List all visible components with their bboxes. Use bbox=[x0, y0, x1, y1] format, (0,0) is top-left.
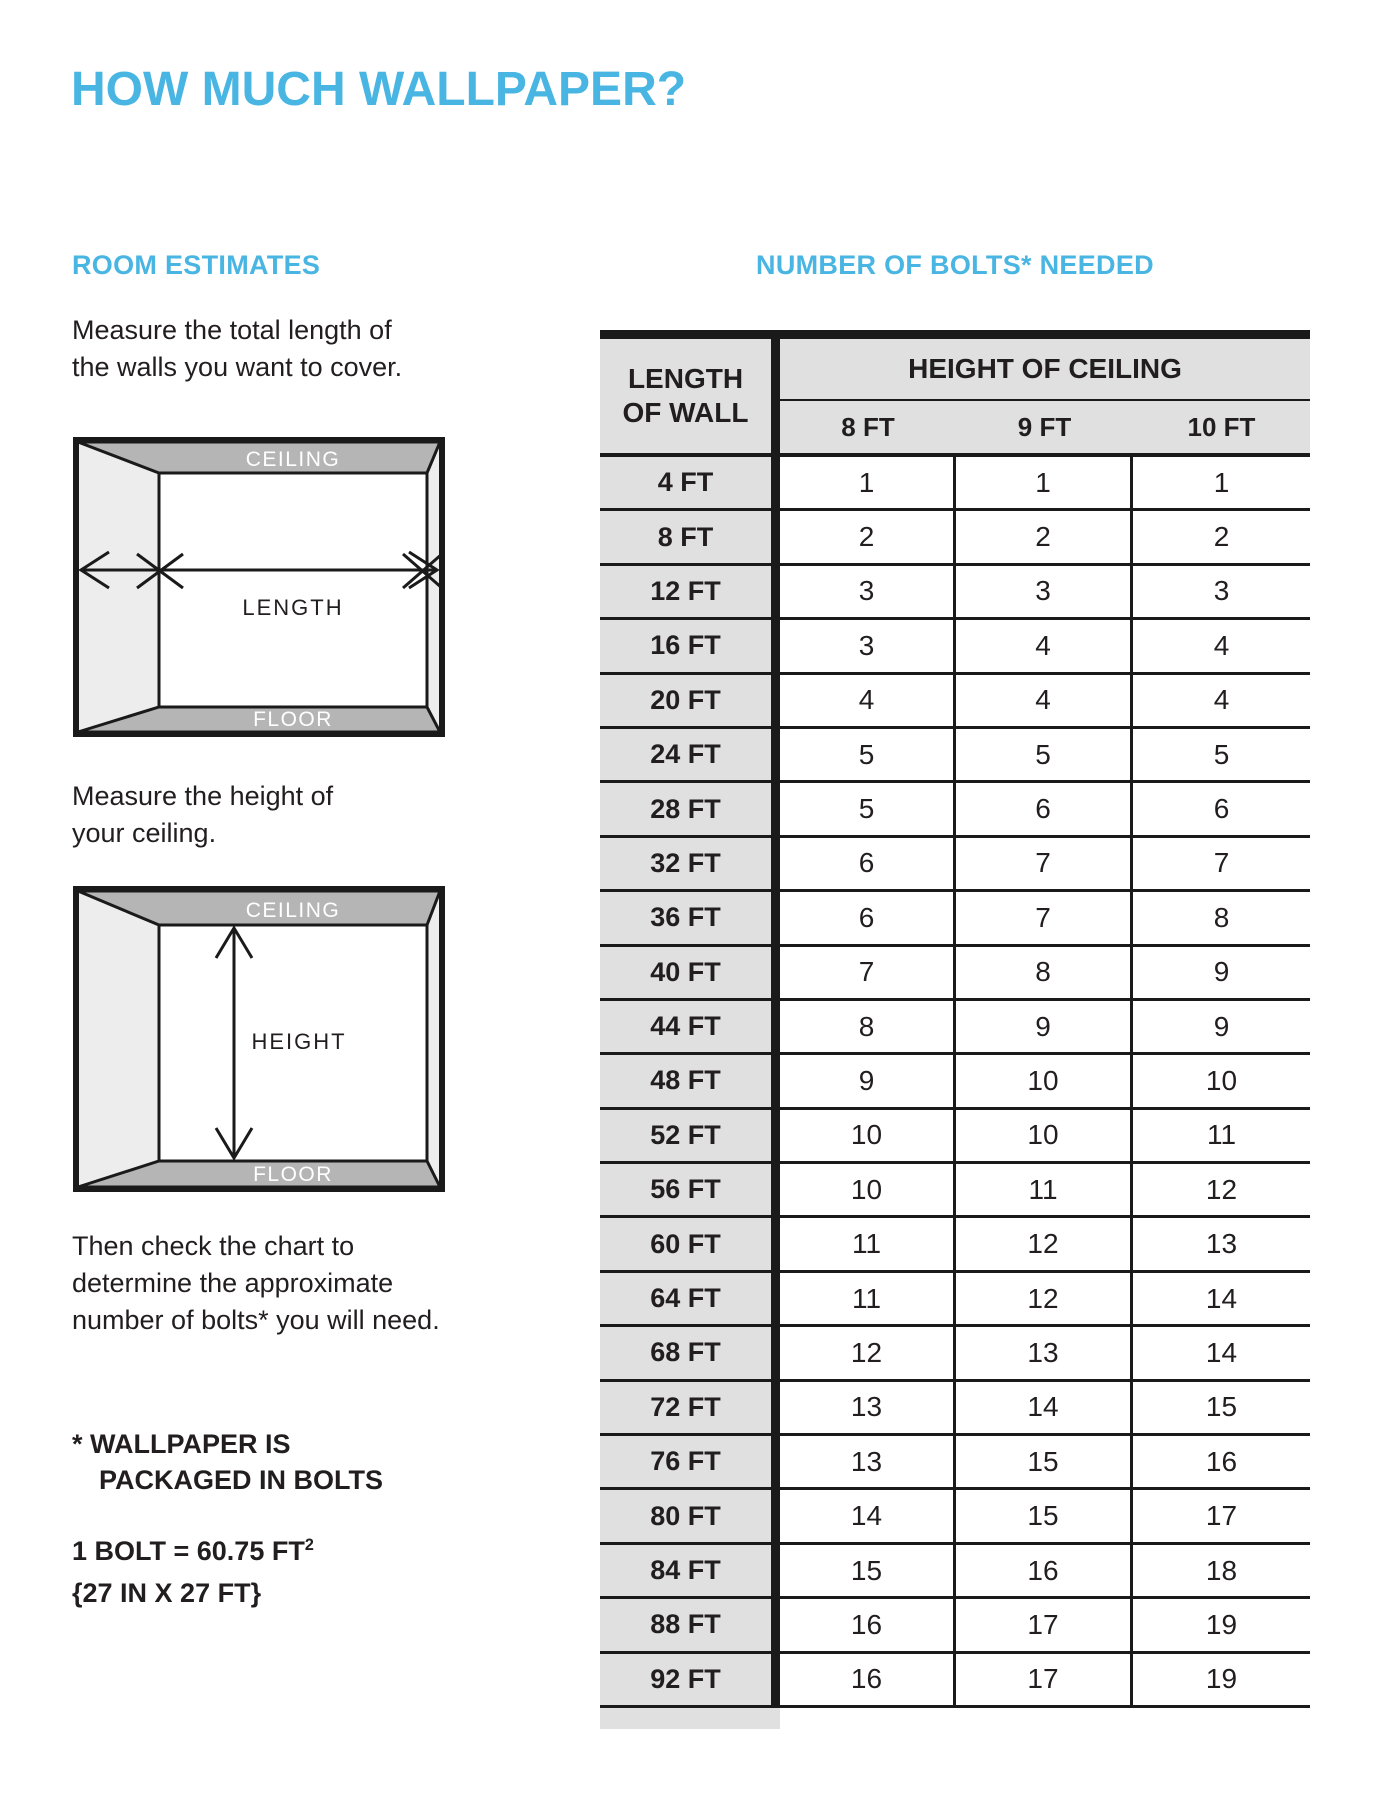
bolt-count-cell: 10 bbox=[780, 1110, 956, 1164]
bolt-count-cell: 4 bbox=[1133, 620, 1310, 674]
bolt-count-cell: 8 bbox=[1133, 892, 1310, 946]
instruction-line: Measure the height of bbox=[72, 781, 334, 811]
bolt-count-cell: 7 bbox=[780, 947, 956, 1001]
instruction-line: Measure the total length of bbox=[72, 315, 392, 345]
bolt-count-cell: 1 bbox=[1133, 457, 1310, 511]
wall-length-row-label: 64 FT bbox=[600, 1273, 780, 1327]
bolt-count-cell: 3 bbox=[780, 620, 956, 674]
bolt-count-cell: 10 bbox=[1133, 1055, 1310, 1109]
wall-length-row-label: 92 FT bbox=[600, 1654, 780, 1708]
bolt-count-cell: 16 bbox=[1133, 1436, 1310, 1490]
column-header-10ft: 10 FT bbox=[1133, 401, 1310, 457]
wall-length-row-label: 80 FT bbox=[600, 1490, 780, 1544]
superscript-2: 2 bbox=[304, 1536, 314, 1554]
bolt-count-cell: 11 bbox=[956, 1164, 1133, 1218]
section-heading-room-estimates: ROOM ESTIMATES bbox=[72, 250, 321, 280]
page-title: HOW MUCH WALLPAPER? bbox=[71, 63, 687, 116]
footnote-line: * WALLPAPER IS bbox=[72, 1429, 291, 1459]
wall-length-row-label: 32 FT bbox=[600, 838, 780, 892]
wallpaper-bolts-footnote bbox=[72, 1426, 383, 1498]
bolt-count-cell: 7 bbox=[956, 838, 1133, 892]
bolt-count-cell: 11 bbox=[1133, 1110, 1310, 1164]
bolt-count-cell: 17 bbox=[956, 1599, 1133, 1653]
wall-length-row-label: 12 FT bbox=[600, 566, 780, 620]
bolt-count-cell: 19 bbox=[1133, 1599, 1310, 1653]
bolt-count-cell: 18 bbox=[1133, 1545, 1310, 1599]
bolt-count-cell: 12 bbox=[956, 1218, 1133, 1272]
bolt-equation: 1 BOLT = 60.75 $FT^2$ bbox=[72, 1536, 314, 1566]
bolt-count-cell: 14 bbox=[780, 1490, 956, 1544]
bolt-size-info bbox=[72, 1524, 314, 1614]
bolt-count-cell: 13 bbox=[1133, 1218, 1310, 1272]
footnote-line: PACKAGED IN BOLTS bbox=[99, 1465, 384, 1495]
wall-length-row-label: 76 FT bbox=[600, 1436, 780, 1490]
bolt-count-cell: 5 bbox=[780, 783, 956, 837]
bolt-count-cell: 13 bbox=[956, 1327, 1133, 1381]
bolt-count-cell: 9 bbox=[956, 1001, 1133, 1055]
floor-label: FLOOR bbox=[253, 708, 333, 731]
bolt-count-cell: 1 bbox=[956, 457, 1133, 511]
row-axis-header bbox=[600, 339, 780, 457]
wall-length-row-label: 48 FT bbox=[600, 1055, 780, 1109]
bolt-count-cell: 2 bbox=[780, 511, 956, 565]
wall-length-row-label: 52 FT bbox=[600, 1110, 780, 1164]
bolt-count-cell: 6 bbox=[780, 892, 956, 946]
wall-length-row-label: 72 FT bbox=[600, 1382, 780, 1436]
wall-length-row-label: 36 FT bbox=[600, 892, 780, 946]
bolt-count-cell: 12 bbox=[780, 1327, 956, 1381]
wall-length-row-label: 28 FT bbox=[600, 783, 780, 837]
bolt-count-cell: 10 bbox=[780, 1164, 956, 1218]
bolt-count-cell: 4 bbox=[1133, 675, 1310, 729]
bolt-count-cell: 4 bbox=[956, 675, 1133, 729]
wall-length-row-label: 68 FT bbox=[600, 1327, 780, 1381]
row-axis-header-line: OF WALL bbox=[622, 397, 749, 428]
bolt-count-cell: 5 bbox=[956, 729, 1133, 783]
bolt-count-cell: 10 bbox=[956, 1055, 1133, 1109]
bolt-count-cell: 5 bbox=[780, 729, 956, 783]
bolt-count-cell: 7 bbox=[1133, 838, 1310, 892]
bolt-count-cell: 6 bbox=[956, 783, 1133, 837]
wall-length-row-label: 16 FT bbox=[600, 620, 780, 674]
instruction-measure-height bbox=[72, 778, 333, 852]
bolt-count-cell: 5 bbox=[1133, 729, 1310, 783]
bolt-count-cell: 6 bbox=[1133, 783, 1310, 837]
bolt-count-cell: 2 bbox=[1133, 511, 1310, 565]
wall-length-row-label: 8 FT bbox=[600, 511, 780, 565]
bolt-count-cell: 4 bbox=[956, 620, 1133, 674]
bolt-count-cell: 13 bbox=[780, 1436, 956, 1490]
instruction-measure-length bbox=[72, 312, 402, 386]
floor-label: FLOOR bbox=[253, 1163, 333, 1186]
length-dimension-label: LENGTH bbox=[242, 595, 344, 620]
bolt-count-cell: 1 bbox=[780, 457, 956, 511]
bolt-count-cell: 7 bbox=[956, 892, 1133, 946]
instruction-line: determine the approximate bbox=[72, 1268, 394, 1298]
row-axis-header-line: LENGTH bbox=[627, 363, 744, 394]
instruction-line: your ceiling. bbox=[72, 818, 217, 848]
bolt-count-cell: 17 bbox=[1133, 1490, 1310, 1544]
bolt-count-cell: 3 bbox=[1133, 566, 1310, 620]
bolt-count-cell: 10 bbox=[956, 1110, 1133, 1164]
bolt-count-cell: 8 bbox=[956, 947, 1133, 1001]
bolt-count-cell: 9 bbox=[1133, 947, 1310, 1001]
wall-length-row-label: 44 FT bbox=[600, 1001, 780, 1055]
bolt-count-cell: 16 bbox=[956, 1545, 1133, 1599]
wall-length-row-label: 20 FT bbox=[600, 675, 780, 729]
bolt-count-cell: 3 bbox=[780, 566, 956, 620]
bolts-table bbox=[600, 330, 1310, 1708]
wall-length-row-label: 88 FT bbox=[600, 1599, 780, 1653]
table-left-column-tail bbox=[600, 1708, 780, 1729]
bolt-count-cell: 17 bbox=[956, 1654, 1133, 1708]
bolt-count-cell: 14 bbox=[956, 1382, 1133, 1436]
instruction-line: Then check the chart to bbox=[72, 1231, 355, 1261]
ceiling-label: CEILING bbox=[245, 448, 341, 471]
wall-length-row-label: 56 FT bbox=[600, 1164, 780, 1218]
back-wall bbox=[159, 473, 427, 707]
wall-length-row-label: 84 FT bbox=[600, 1545, 780, 1599]
bolt-count-cell: 15 bbox=[780, 1545, 956, 1599]
instruction-check-chart bbox=[72, 1228, 440, 1339]
bolt-count-cell: 16 bbox=[780, 1654, 956, 1708]
wall-length-row-label: 24 FT bbox=[600, 729, 780, 783]
bolt-count-cell: 13 bbox=[780, 1382, 956, 1436]
room-diagram-height bbox=[73, 886, 445, 1192]
bolt-count-cell: 12 bbox=[956, 1273, 1133, 1327]
bolt-count-cell: 9 bbox=[1133, 1001, 1310, 1055]
bolt-count-cell: 16 bbox=[780, 1599, 956, 1653]
bolt-count-cell: 3 bbox=[956, 566, 1133, 620]
bolt-count-cell: 4 bbox=[780, 675, 956, 729]
bolt-count-cell: 15 bbox=[956, 1436, 1133, 1490]
bolt-count-cell: 14 bbox=[1133, 1327, 1310, 1381]
bolt-count-cell: 11 bbox=[780, 1273, 956, 1327]
bolt-count-cell: 6 bbox=[780, 838, 956, 892]
bolt-count-cell: 15 bbox=[1133, 1382, 1310, 1436]
room-diagram-length bbox=[73, 437, 445, 737]
ceiling-height-group-header: HEIGHT OF CEILING bbox=[780, 339, 1310, 401]
bolt-count-cell: 2 bbox=[956, 511, 1133, 565]
table-heading: NUMBER OF BOLTS* NEEDED bbox=[756, 250, 1154, 280]
instruction-line: number of bolts* you will need. bbox=[72, 1305, 440, 1335]
bolt-dimensions: {27 IN X 27 FT} bbox=[72, 1578, 262, 1608]
bolt-count-cell: 19 bbox=[1133, 1654, 1310, 1708]
instruction-line: the walls you want to cover. bbox=[72, 352, 403, 382]
wall-length-row-label: 60 FT bbox=[600, 1218, 780, 1272]
bolt-count-cell: 14 bbox=[1133, 1273, 1310, 1327]
bolt-count-cell: 9 bbox=[780, 1055, 956, 1109]
wall-length-row-label: 4 FT bbox=[600, 457, 780, 511]
height-dimension-label: HEIGHT bbox=[251, 1029, 347, 1054]
ceiling-label: CEILING bbox=[245, 899, 341, 922]
column-header-8ft: 8 FT bbox=[780, 401, 956, 457]
bolt-count-cell: 8 bbox=[780, 1001, 956, 1055]
wall-length-row-label: 40 FT bbox=[600, 947, 780, 1001]
column-header-9ft: 9 FT bbox=[956, 401, 1133, 457]
bolt-count-cell: 11 bbox=[780, 1218, 956, 1272]
bolt-count-cell: 15 bbox=[956, 1490, 1133, 1544]
bolt-count-cell: 12 bbox=[1133, 1164, 1310, 1218]
